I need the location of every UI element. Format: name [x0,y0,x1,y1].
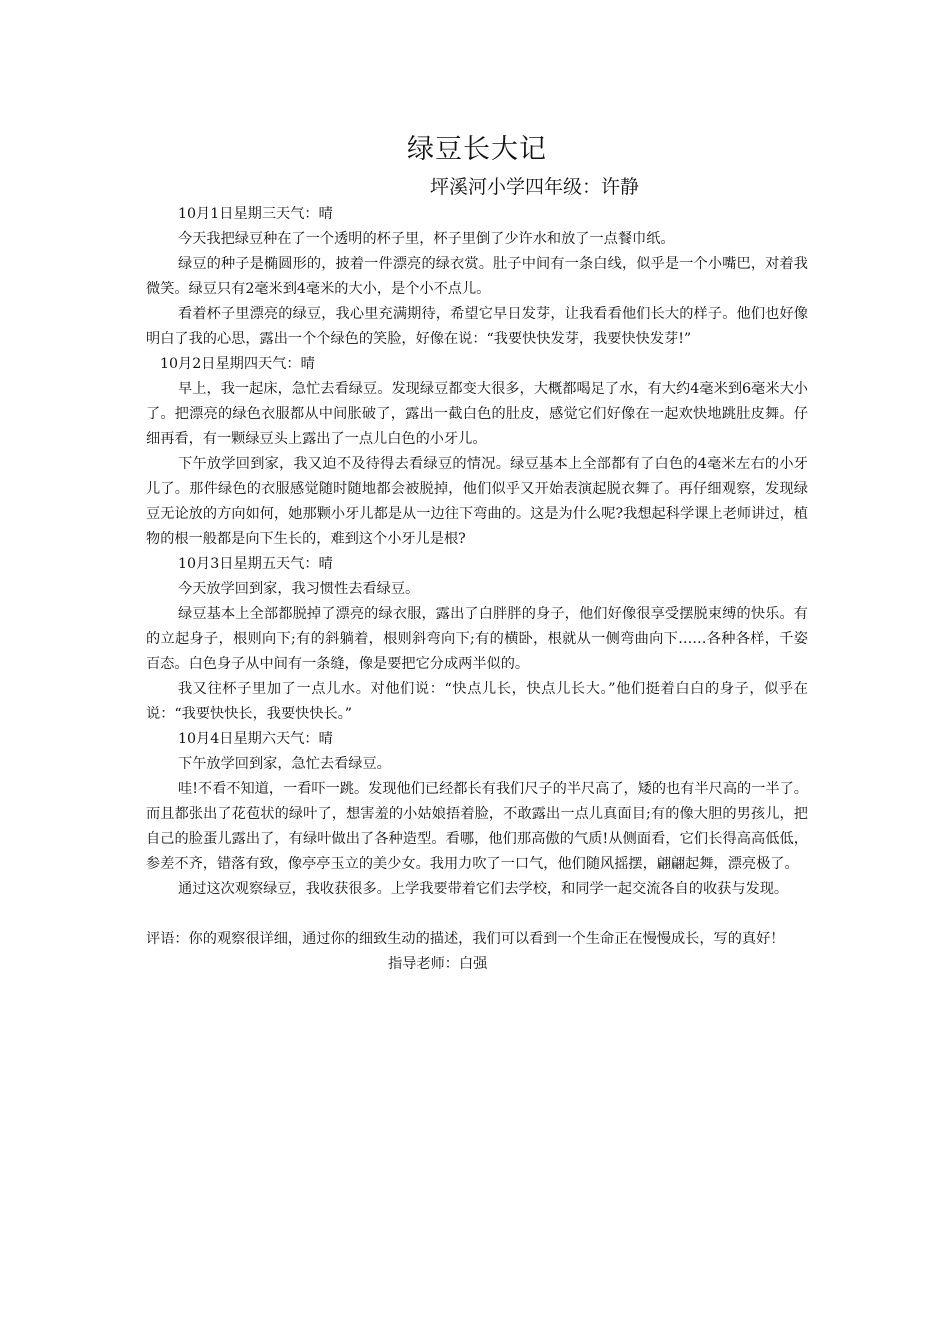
teacher-signature: 指导老师：白强 [388,956,488,972]
entry-paragraph: 下午放学回到家，我又迫不及待得去看绿豆的情况。绿豆基本上全部都有了白色的4毫米左右的小牙儿了。那件绿色的衣服感觉随时随地都会被脱掉，他们似乎又开始表演起脱衣舞了。再仔细观察，发现绿豆无论放的方向如何，她那颗小牙儿都是从一边往下弯曲的。这是为什么呢?我想起科学课上老师讲过，植物的根一般都是向下生长的，难到这个小牙儿是根? [146,456,808,547]
entry-paragraph: 今天我把绿豆种在了一个透明的杯子里，杯子里倒了少许水和放了一点餐巾纸。 [178,231,675,247]
entry-paragraph: 通过这次观察绿豆，我收获很多。上学我要带着它们去学校，和同学一起交流各自的收获与发现。 [178,881,789,897]
blank-line [146,902,808,927]
entry-paragraph: 看着杯子里漂亮的绿豆，我心里充满期待，希望它早日发芽，让我看看他们长大的样子。他们也好像明白了我的心思，露出一个个绿色的笑脸，好像在说：“我要快快发芽，我要快快发芽!” [146,306,808,347]
entry-paragraph: 绿豆基本上全部都脱掉了漂亮的绿衣服，露出了白胖胖的身子，他们好像很享受摆脱束缚的快乐。有的立起身子，根则向下;有的斜躺着，根则斜弯向下;有的横卧，根就从一侧弯曲向下……各种各样，千姿百态。白色身子从中间有一条缝，像是要把它分成两半似的。 [146,606,808,672]
entry-paragraph: 我又往杯子里加了一点儿水。对他们说：“快点儿长，快点儿长大。”他们挺着白白的身子，似乎在说：“我要快快长，我要快快长。” [146,681,808,722]
entry-paragraph: 绿豆的种子是椭圆形的，披着一件漂亮的绿衣赏。肚子中间有一条白线，似乎是一个小嘴巴，对着我微笑。绿豆只有2毫米到4毫米的大小，是个小不点儿。 [146,256,808,297]
document-body [146,128,808,977]
page-title: 绿豆长大记 [407,134,547,165]
entry-paragraph: 今天放学回到家，我习惯性去看绿豆。 [178,581,420,597]
entry-paragraph: 早上，我一起床，急忙去看绿豆。发现绿豆都变大很多，大概都喝足了水，有大约4毫米到6毫米大小了。把漂亮的绿色衣服都从中间胀破了，露出一截白色的肚皮，感觉它们好像在一起欢快地跳肚皮舞。仔细再看，有一颗绿豆头上露出了一点儿白色的小牙儿。 [146,381,808,447]
author-line: 坪溪河小学四年级：许静 [430,176,640,198]
entry-date: 10月2日星期四天气：晴 [160,356,315,372]
teacher-comment: 评语：你的观察很详细，通过你的细致生动的描述，我们可以看到一个生命正在慢慢成长，写的真好！ [146,931,785,947]
entry-date: 10月4日星期六天气：晴 [178,731,333,747]
entry-paragraph: 哇!不看不知道，一看吓一跳。发现他们已经都长有我们尺子的半尺高了，矮的也有半尺高的一半了。而且都张出了花苞状的绿叶了，想害羞的小姑娘捂着脸，不敢露出一点儿真面目;有的像大胆的男孩儿，把自己的脸蛋儿露出了，有绿叶做出了各种造型。看哪，他们那高傲的气质!从侧面看，它们长得高高低低，参差不齐，错落有致，像亭亭玉立的美少女。我用力吹了一口气，他们随风摇摆，翩翩起舞，漂亮极了。 [146,781,808,872]
entry-date: 10月1日星期三天气：晴 [178,206,333,222]
entry-paragraph: 下午放学回到家，急忙去看绿豆。 [178,756,391,772]
entry-date: 10月3日星期五天气：晴 [178,556,333,572]
